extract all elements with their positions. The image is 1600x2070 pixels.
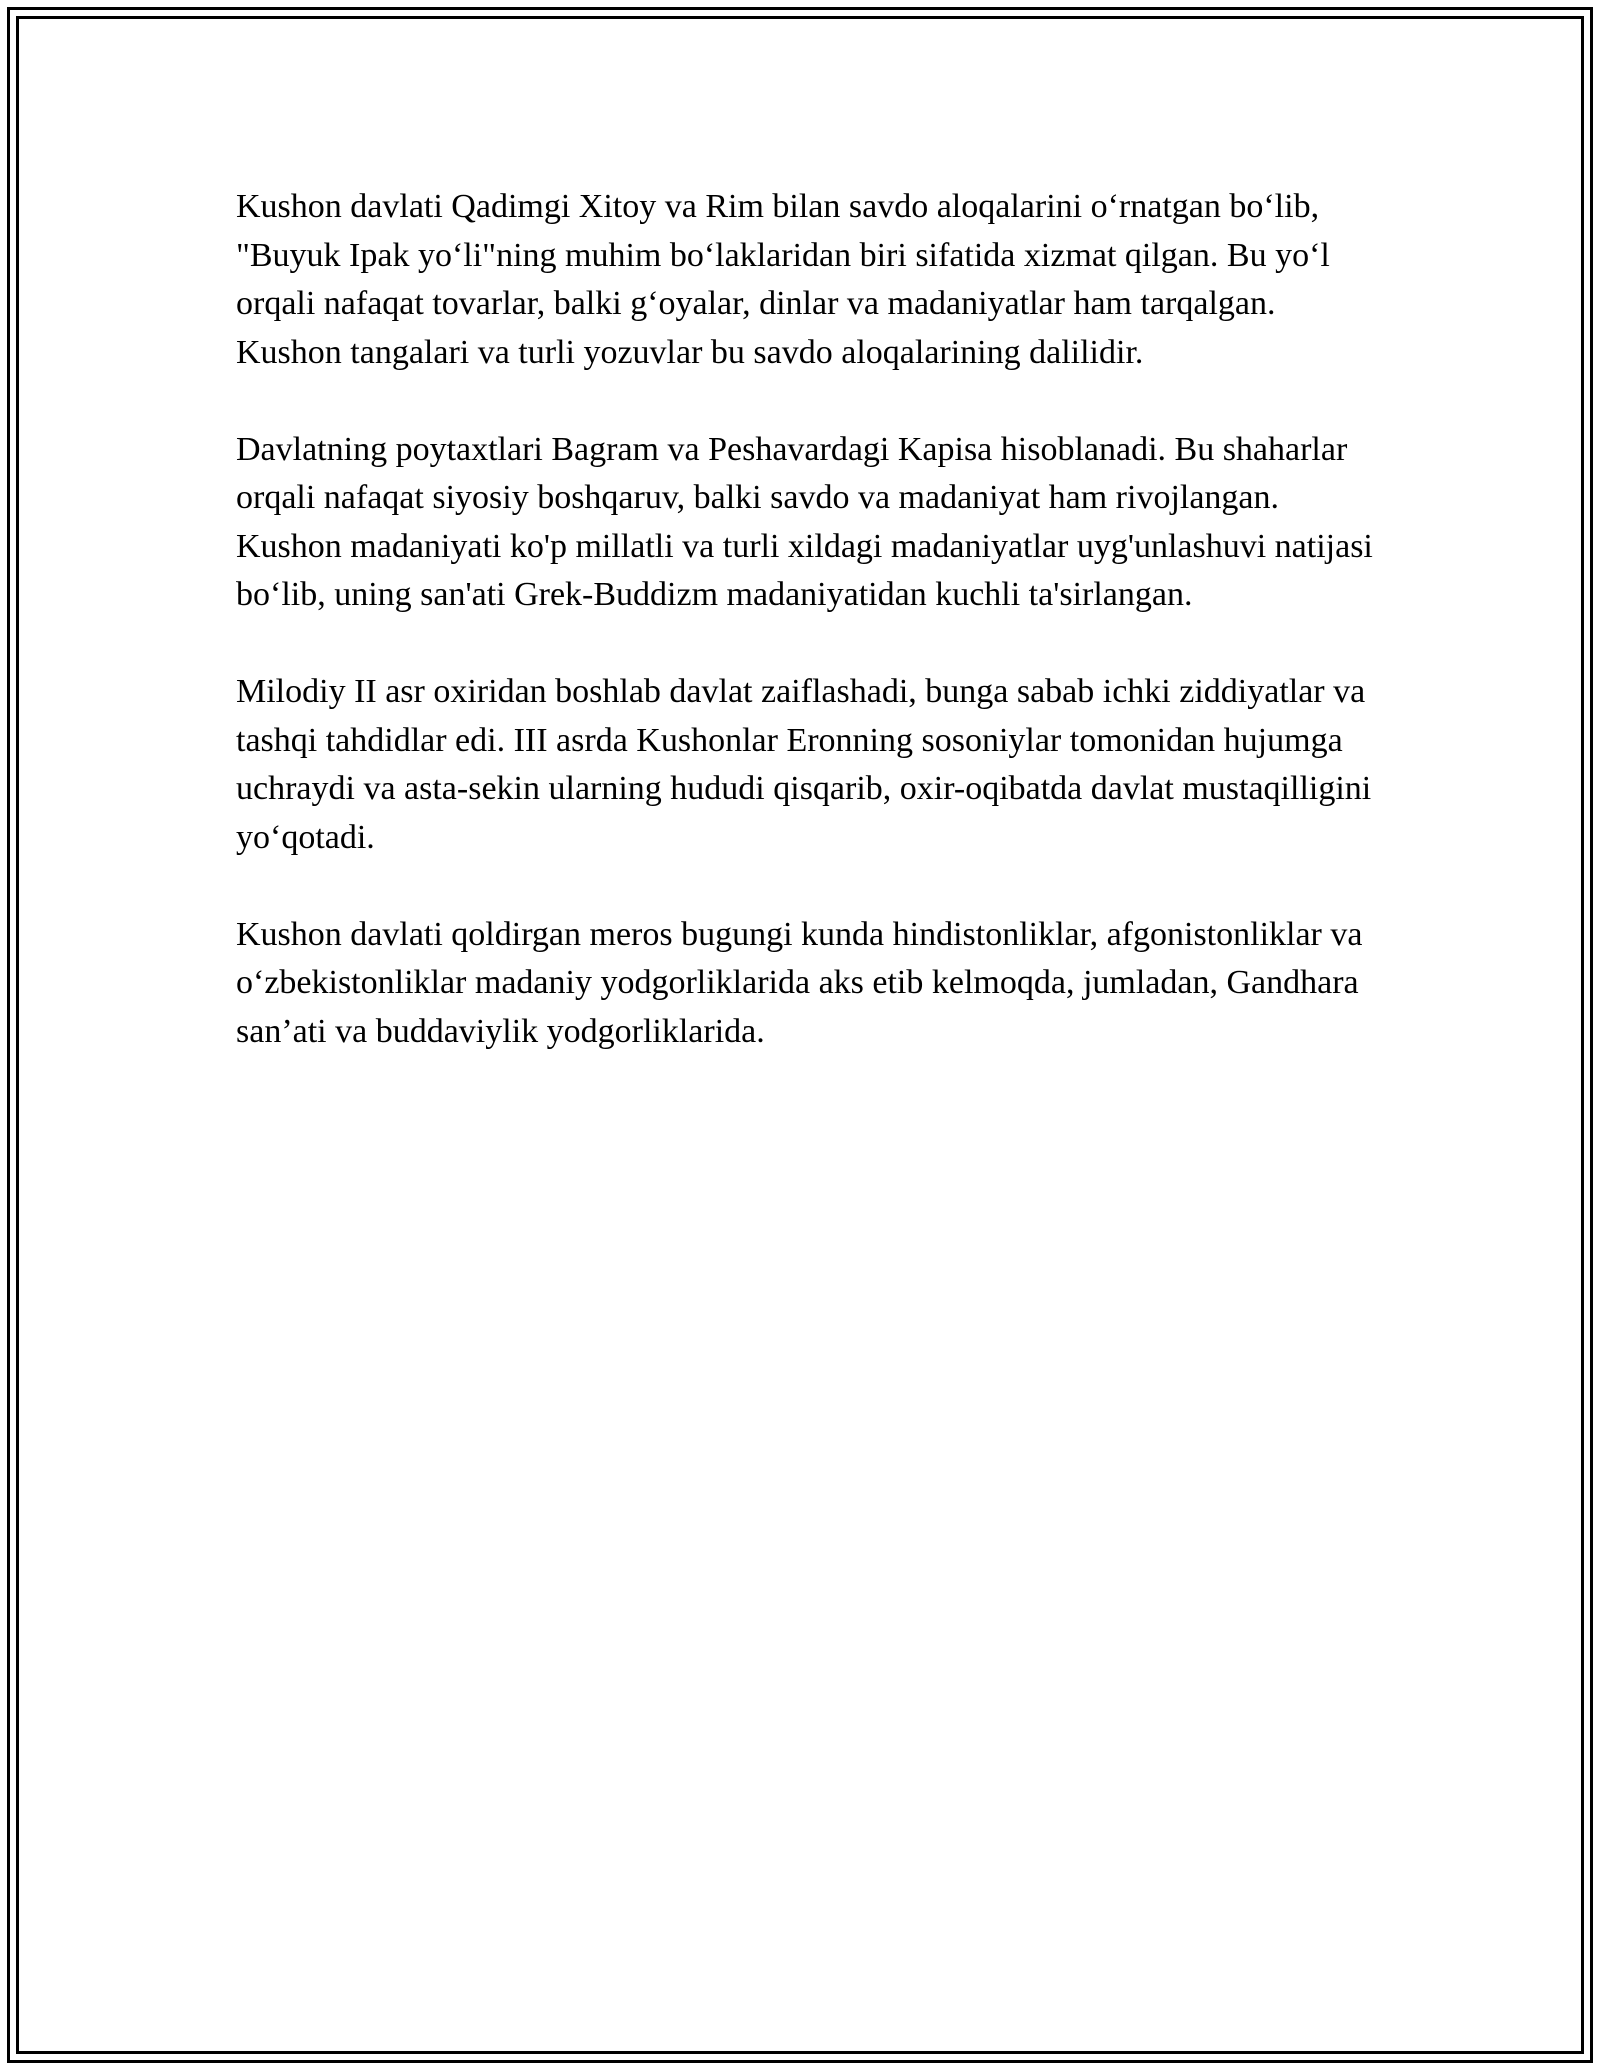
document-body (236, 183, 1381, 1056)
paragraph-trade-relations: Kushon davlati Qadimgi Xitoy va Rim bilan savdo aloqalarini o‘rnatgan bo‘lib, "Buyuk Ipak yo‘li"ning muhim bo‘laklaridan biri sifatida xizmat qilgan. Bu yo‘l orqali nafaqat tovarlar, balki g‘oyalar, dinlar va madaniyatlar ham tarqalgan. Kushon tangalari va turli yozuvlar bu savdo aloqalarining dalilidir. (236, 188, 1330, 371)
paragraph-capitals-culture: Davlatning poytaxtlari Bagram va Peshavardagi Kapisa hisoblanadi. Bu shaharlar orqali nafaqat siyosiy boshqaruv, balki savdo va madaniyat ham rivojlangan. Kushon madaniyati ko'p millatli va turli xildagi madaniyatlar uyg'unlashuvi natijasi bo‘lib, uning san'ati Grek-Buddizm madaniyatidan kuchli ta'sirlangan. (236, 430, 1373, 613)
paragraph-decline: Milodiy II asr oxiridan boshlab davlat zaiflashadi, bunga sabab ichki ziddiyatlar va tashqi tahdidlar edi. III asrda Kushonlar Eronning sosoniylar tomonidan hujumga uchraydi va asta-sekin ularning hududi qisqarib, oxir-oqibatda davlat mustaqilligini yo‘qotadi. (236, 673, 1372, 856)
paragraph-legacy: Kushon davlati qoldirgan meros bugungi kunda hindistonliklar, afgonistonliklar va o‘zbekistonliklar madaniy yodgorliklarida aks etib kelmoqda, jumladan, Gandhara san’ati va buddaviylik yodgorliklarida. (236, 915, 1363, 1050)
